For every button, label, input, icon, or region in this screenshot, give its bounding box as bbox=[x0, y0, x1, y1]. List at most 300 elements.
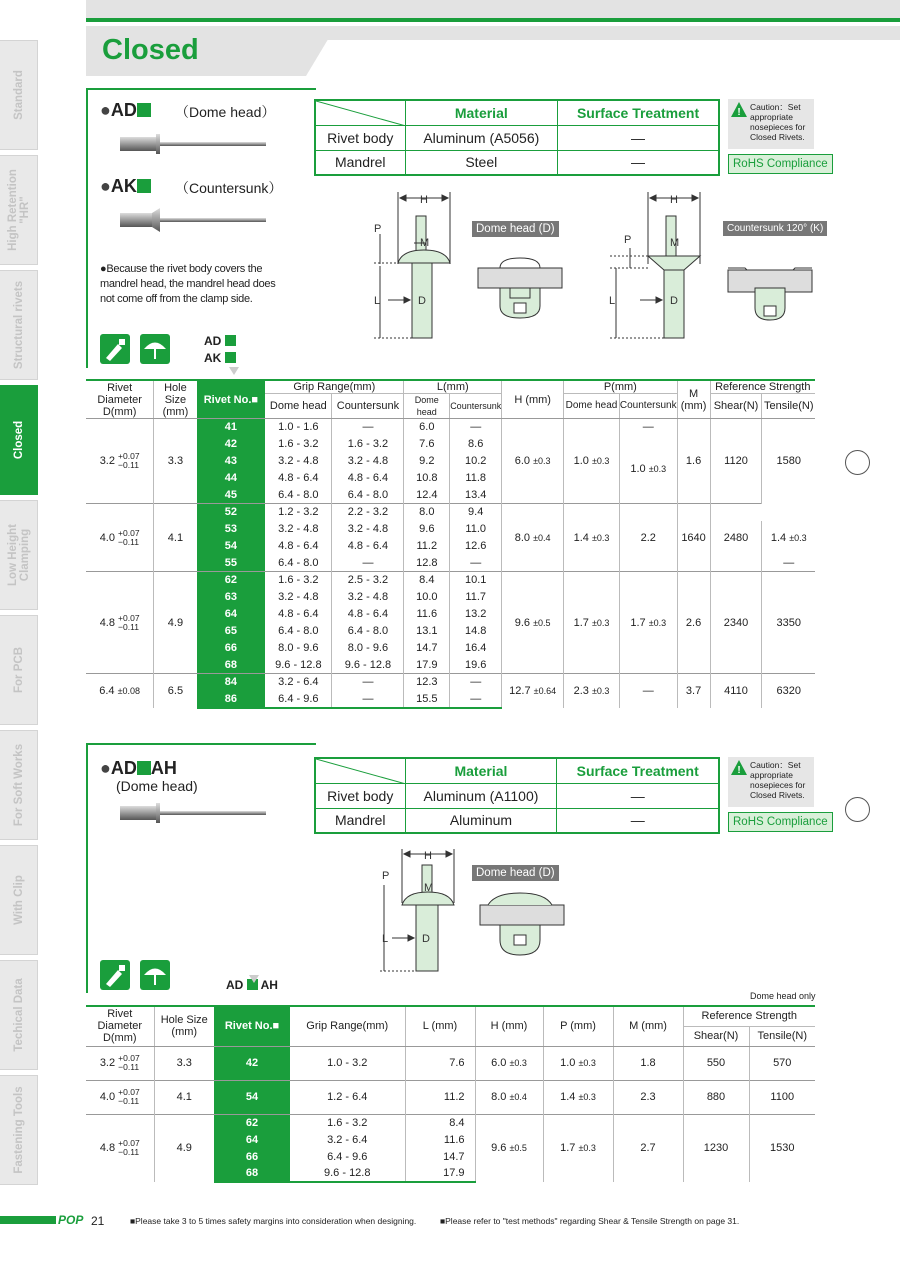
rivet-diagram-dome bbox=[350, 188, 580, 348]
grip-cs-cell: 2.2 - 3.2 bbox=[332, 504, 404, 521]
rivet-no-cell: 66 bbox=[214, 1148, 290, 1165]
l-cs-cell: 16.4 bbox=[450, 640, 502, 657]
svg-text:M: M bbox=[420, 237, 430, 249]
dome-only-note: Dome head only bbox=[750, 991, 816, 1001]
l-dome-cell: 14.7 bbox=[404, 640, 450, 657]
material-table bbox=[314, 99, 720, 176]
col-shear: Shear(N) bbox=[710, 394, 762, 419]
svg-text:D: D bbox=[418, 295, 426, 307]
rivet-no-cell: 44 bbox=[197, 470, 266, 487]
footer-note-2: ■Please refer to "test methods" regarding Shear & Tensile Strength on page 31. bbox=[440, 1216, 740, 1226]
l-dome-cell: 11.2 bbox=[404, 538, 450, 555]
svg-text:L: L bbox=[609, 295, 616, 307]
tab-label: Closed bbox=[12, 420, 25, 460]
icon-code-label: AD bbox=[226, 978, 244, 992]
diameter-cell bbox=[86, 419, 154, 504]
grip-cell: 6.4 - 9.6 bbox=[327, 1150, 368, 1163]
l-cs-cell: — bbox=[450, 674, 502, 691]
tab-label: Techical Data bbox=[12, 978, 25, 1052]
l-dome-cell: 12.8 bbox=[404, 555, 450, 572]
rivet-no-cell: 54 bbox=[214, 1080, 290, 1114]
l-cs-cell: 10.1 bbox=[450, 572, 502, 589]
rivet-no-cell: 41 bbox=[197, 419, 266, 436]
rivet-no-cell: 66 bbox=[197, 640, 266, 657]
rivet-adah-image bbox=[118, 802, 268, 824]
l-dome-cell: 12.4 bbox=[404, 487, 450, 504]
diag-cell bbox=[315, 100, 405, 125]
section2-rule-v bbox=[86, 743, 88, 993]
tensile-cell: 3350 bbox=[762, 572, 815, 674]
col-rivet-no: Rivet No.■ bbox=[197, 380, 266, 419]
h-cell bbox=[502, 572, 564, 674]
hole-cell: 3.3 bbox=[154, 419, 197, 504]
p-cell-tol: ±0.3 bbox=[578, 1058, 596, 1068]
part-label: Mandrel bbox=[315, 150, 405, 175]
ad-code: AD bbox=[110, 100, 137, 120]
p-cs-cell-value: 1.7 bbox=[630, 616, 646, 629]
rivet-ak-image bbox=[118, 208, 268, 232]
h-cell-tol: ±0.4 bbox=[533, 532, 551, 543]
l-dome-cell: 8.4 bbox=[404, 572, 450, 589]
part-label: Rivet body bbox=[315, 125, 405, 150]
grip-dome-cell: 4.8 - 6.4 bbox=[278, 608, 319, 620]
tol-upper: +0.07 bbox=[118, 612, 140, 623]
l-dome-cell: 17.9 bbox=[404, 657, 450, 674]
l-dome-cell: 8.0 bbox=[404, 504, 450, 521]
l-cell: 8.4 bbox=[405, 1114, 475, 1131]
h-cell-value: 8.0 bbox=[514, 531, 531, 544]
h-cell-tol: ±0.3 bbox=[509, 1058, 527, 1068]
grip-cs-cell: 3.2 - 4.8 bbox=[332, 589, 404, 606]
variant-square bbox=[137, 179, 151, 193]
l-cs-cell: 14.8 bbox=[450, 623, 502, 640]
col-diameter: Rivet Diameter D(mm) bbox=[86, 380, 154, 419]
diameter-value: 4.8 bbox=[99, 1142, 116, 1155]
tensile-cell: 2480 bbox=[710, 504, 762, 572]
binder-hole bbox=[845, 797, 870, 822]
col-ref: Reference Strength bbox=[683, 1006, 815, 1026]
l-dome-cell: 9.6 bbox=[404, 521, 450, 538]
rohs-badge: RoHS Compliance bbox=[728, 812, 833, 832]
diameter-tol bbox=[118, 529, 140, 547]
col-material: Material bbox=[405, 758, 557, 783]
grip-cs-cell: — bbox=[332, 419, 404, 436]
diameter-value: 4.0 bbox=[99, 531, 115, 544]
p-cs-cell bbox=[619, 674, 677, 708]
material-value: Aluminum (A1100) bbox=[405, 783, 557, 808]
material-value: Aluminum bbox=[405, 808, 557, 833]
l-dome-cell: 10.8 bbox=[404, 470, 450, 487]
l-cell: 17.9 bbox=[405, 1165, 475, 1182]
grip-cs-cell: 8.0 - 9.6 bbox=[332, 640, 404, 657]
rivet-no-cell: 84 bbox=[197, 674, 266, 691]
l-cs-cell: — bbox=[450, 419, 502, 436]
diameter-cell bbox=[86, 674, 154, 708]
variant-square bbox=[225, 352, 236, 363]
grip-cell: 9.6 - 12.8 bbox=[290, 1165, 405, 1182]
diag-cell bbox=[315, 758, 405, 783]
tab-soft-works[interactable] bbox=[0, 730, 38, 840]
grip-dome-cell: 3.2 - 4.8 bbox=[278, 455, 319, 467]
tab-technical-data[interactable] bbox=[0, 960, 38, 1070]
countersunk-label: Countersunk 120° (K) bbox=[723, 221, 827, 236]
tab-label: Standard bbox=[12, 70, 25, 120]
tab-label: Low Height Clamping bbox=[6, 524, 31, 586]
p-cell bbox=[543, 1080, 613, 1114]
caution-box bbox=[728, 99, 814, 149]
svg-text:P: P bbox=[382, 870, 390, 882]
rivet-ad-image bbox=[118, 133, 268, 155]
l-cell: 14.7 bbox=[405, 1148, 475, 1165]
tab-label: High Retention "HR" bbox=[6, 169, 31, 251]
grip-dome-cell: 3.2 - 4.8 bbox=[278, 591, 319, 603]
h-cell-tol: ±0.5 bbox=[509, 1143, 527, 1154]
p-dome-cell-tol: ±0.3 bbox=[591, 456, 610, 466]
diameter-value: 3.2 bbox=[99, 454, 115, 467]
shear-cell: 880 bbox=[683, 1080, 749, 1114]
svg-text:P: P bbox=[624, 234, 632, 246]
diameter-cell bbox=[86, 504, 154, 572]
rivet-no-cell: 62 bbox=[197, 572, 266, 589]
p-dome-cell-value: 1.7 bbox=[573, 616, 589, 629]
surface-value: — bbox=[557, 808, 719, 833]
pointer-triangle bbox=[249, 975, 259, 983]
l-cs-cell: 13.2 bbox=[450, 606, 502, 623]
col-grip-dome: Dome head bbox=[265, 394, 332, 419]
shear-cell: 550 bbox=[683, 1046, 749, 1080]
table-row bbox=[86, 1114, 815, 1131]
grip-cs-cell: 3.2 - 4.8 bbox=[332, 521, 404, 538]
m-cell: 1.8 bbox=[613, 1046, 683, 1080]
svg-text:H: H bbox=[670, 194, 678, 206]
col-hole: Hole Size (mm) bbox=[154, 380, 197, 419]
diameter-cell bbox=[86, 1114, 154, 1182]
col-l: L(mm) bbox=[404, 380, 502, 394]
dome-head-label: Dome head (D) bbox=[472, 865, 559, 881]
h-cell-value: 6.0 bbox=[514, 455, 531, 467]
svg-text:P: P bbox=[374, 223, 382, 235]
grip-cs-cell: — bbox=[332, 674, 404, 691]
h-cell-tol: ±0.3 bbox=[533, 456, 551, 466]
col-grip-cs: Countersunk bbox=[332, 394, 404, 419]
icon-code-ad bbox=[204, 334, 236, 348]
ad-heading: ●AD bbox=[100, 100, 151, 121]
spec-table-adah bbox=[86, 1005, 815, 1183]
col-grip: Grip Range(mm) bbox=[265, 380, 404, 394]
grip-dome-cell: 1.0 - 1.6 bbox=[265, 419, 332, 436]
l-cs-cell: 12.6 bbox=[450, 538, 502, 555]
hole-cell: 6.5 bbox=[154, 674, 197, 708]
l-dome-cell: 11.6 bbox=[404, 606, 450, 623]
m-cell: 2.2 bbox=[619, 504, 677, 572]
grip-cs-cell: 4.8 - 6.4 bbox=[332, 606, 404, 623]
l-cs-cell: 11.7 bbox=[450, 589, 502, 606]
col-l-cs: Countersunk bbox=[450, 394, 502, 419]
tab-label: Fastening Tools bbox=[12, 1086, 25, 1174]
h-cell bbox=[502, 419, 564, 504]
footer-note-1: ■Please take 3 to 5 times safety margins into consideration when designing. bbox=[130, 1216, 417, 1226]
p-dome-cell-value: 1.0 bbox=[573, 455, 589, 467]
shear-cell: 1230 bbox=[683, 1114, 749, 1182]
part-label: Rivet body bbox=[315, 783, 405, 808]
grip-dome-cell: 6.4 - 9.6 bbox=[265, 691, 332, 708]
warning-icon bbox=[731, 102, 747, 117]
l-cs-cell: 8.6 bbox=[450, 436, 502, 453]
tol-lower: −0.11 bbox=[118, 621, 139, 632]
tab-with-clip[interactable] bbox=[0, 845, 38, 955]
grip-cs-cell: — bbox=[332, 691, 404, 708]
grip-dome-cell: 1.6 - 3.2 bbox=[265, 572, 332, 589]
l-cs-cell: — bbox=[450, 555, 502, 572]
shear-cell: 1120 bbox=[710, 419, 762, 504]
p-dome-cell bbox=[564, 572, 620, 674]
hole-cell: 4.9 bbox=[154, 572, 197, 674]
l-cs-cell: 10.2 bbox=[450, 453, 502, 470]
rivet-no-cell: 64 bbox=[197, 606, 266, 623]
svg-text:L: L bbox=[382, 933, 389, 945]
grip-cell: 1.6 - 3.2 bbox=[290, 1114, 405, 1131]
l-dome-cell: 10.0 bbox=[404, 589, 450, 606]
rivet-no-cell: 52 bbox=[197, 504, 266, 521]
p-dome-cell bbox=[564, 504, 620, 572]
m-cell: 3.7 bbox=[677, 674, 710, 708]
rivet-no-cell: 64 bbox=[214, 1131, 290, 1148]
umbrella-icon bbox=[140, 960, 170, 990]
diameter-value: 4.0 bbox=[99, 1090, 116, 1103]
tab-structural[interactable] bbox=[0, 270, 38, 380]
p-cs-note-cell: — bbox=[619, 419, 677, 436]
col-surface: Surface Treatment bbox=[557, 758, 719, 783]
l-cell: 11.2 bbox=[405, 1080, 475, 1114]
page-title: Closed bbox=[102, 34, 199, 66]
table-row bbox=[86, 674, 815, 691]
ak-heading: ●AK bbox=[100, 176, 151, 197]
tab-standard[interactable] bbox=[0, 40, 38, 150]
shear-cell: 4110 bbox=[710, 674, 762, 708]
tensile-cell: 1100 bbox=[749, 1080, 815, 1114]
diameter-cell bbox=[86, 572, 154, 674]
adah-desc: (Dome head) bbox=[116, 778, 198, 794]
tab-pcb[interactable] bbox=[0, 615, 38, 725]
title-banner-right bbox=[318, 26, 900, 40]
grip-dome-cell: 4.8 - 6.4 bbox=[278, 540, 319, 552]
hole-cell: 4.1 bbox=[154, 504, 197, 572]
section1-rule bbox=[86, 88, 316, 90]
l-cs-cell: 11.8 bbox=[450, 470, 502, 487]
icon-code-label: AD bbox=[204, 334, 222, 348]
surface-value: — bbox=[558, 125, 719, 150]
grip-cs-cell: — bbox=[332, 555, 404, 572]
p-dome-cell bbox=[564, 419, 620, 504]
h-cell bbox=[475, 1080, 543, 1114]
tab-label: For Soft Works bbox=[12, 743, 25, 827]
hole-cell: 3.3 bbox=[154, 1046, 214, 1080]
col-tensile: Tensile(N) bbox=[749, 1026, 815, 1046]
tol-lower: −0.11 bbox=[118, 536, 139, 547]
table-row bbox=[86, 419, 815, 436]
h-cell-tol: ±0.5 bbox=[533, 617, 551, 628]
l-dome-cell: 6.0 bbox=[404, 419, 450, 436]
rivet-no-cell: 42 bbox=[197, 436, 266, 453]
l-cs-cell: 19.6 bbox=[450, 657, 502, 674]
rivet-no-cell: 43 bbox=[197, 453, 266, 470]
shear-cell: 1640 bbox=[677, 504, 710, 572]
col-rivet-no: Rivet No.■ bbox=[214, 1006, 290, 1046]
ad-desc: （Dome head） bbox=[175, 104, 276, 120]
surface-value: — bbox=[558, 150, 719, 175]
grip-cs-cell: 3.2 - 4.8 bbox=[332, 453, 404, 470]
seal-icon bbox=[100, 960, 130, 990]
tab-high-retention[interactable] bbox=[0, 155, 38, 265]
h-cell bbox=[475, 1114, 543, 1182]
rivet-no-cell: 86 bbox=[197, 691, 266, 708]
col-shear: Shear(N) bbox=[683, 1026, 749, 1046]
col-p-dome: Dome head bbox=[564, 394, 620, 419]
caution-text: Caution：Set appropriate nosepieces for Closed Rivets. bbox=[750, 760, 806, 800]
svg-text:D: D bbox=[670, 295, 678, 307]
grip-dome-cell: 3.2 - 6.4 bbox=[265, 674, 332, 691]
diameter-value: 4.8 bbox=[99, 616, 115, 629]
tensile-cell: 6320 bbox=[762, 674, 815, 708]
col-h: H (mm) bbox=[475, 1006, 543, 1046]
l-dome-cell: 9.2 bbox=[404, 453, 450, 470]
l-cell: 7.6 bbox=[405, 1046, 475, 1080]
binder-hole bbox=[845, 450, 870, 475]
hole-cell: 4.9 bbox=[154, 1114, 214, 1182]
rivet-no-cell: 54 bbox=[197, 538, 266, 555]
p-dome-cell bbox=[564, 674, 620, 708]
m-cell: 2.3 bbox=[613, 1080, 683, 1114]
m-cell: 1.6 bbox=[677, 419, 710, 504]
svg-text:L: L bbox=[374, 295, 381, 307]
p-cell-value: 1.0 bbox=[560, 1057, 576, 1069]
col-tensile: Tensile(N) bbox=[762, 394, 815, 419]
p-dome-cell-value: 1.4 bbox=[573, 531, 589, 544]
caution-text: Caution：Set appropriate nosepieces for Closed Rivets. bbox=[750, 102, 806, 142]
icon-code-label: AH bbox=[260, 978, 278, 992]
grip-dome-cell: 4.8 - 6.4 bbox=[278, 472, 319, 484]
grip-dome-cell: 1.2 - 3.2 bbox=[265, 504, 332, 521]
col-p: P (mm) bbox=[543, 1006, 613, 1046]
grip-cs-cell: 6.4 - 8.0 bbox=[332, 487, 404, 504]
surface-value: — bbox=[557, 783, 719, 808]
caution-box bbox=[728, 757, 814, 807]
p-dome-cell-tol: ±0.3 bbox=[591, 617, 610, 628]
p-dome-cell-tol: ±0.3 bbox=[591, 532, 610, 543]
svg-text:H: H bbox=[420, 194, 428, 206]
p-cs-cell-value: 1.4 bbox=[770, 531, 787, 544]
h-cell-value: 6.0 bbox=[491, 1057, 507, 1069]
ak-desc: （Countersunk） bbox=[175, 180, 283, 196]
material-table bbox=[314, 757, 720, 834]
p-cs-cell-tol: ±0.3 bbox=[789, 532, 807, 543]
part-label: Mandrel bbox=[315, 808, 405, 833]
svg-text:M: M bbox=[670, 237, 680, 249]
grip-dome-cell: 1.6 - 3.2 bbox=[278, 438, 319, 450]
tab-low-height[interactable] bbox=[0, 500, 38, 610]
h-cell-value: 9.6 bbox=[491, 1142, 507, 1155]
l-cs-cell: 13.4 bbox=[450, 487, 502, 504]
rivet-no-cell: 42 bbox=[214, 1046, 290, 1080]
h-cell bbox=[475, 1046, 543, 1080]
col-l: L (mm) bbox=[405, 1006, 475, 1046]
col-m: M (mm) bbox=[613, 1006, 683, 1046]
col-hole: Hole Size (mm) bbox=[154, 1006, 214, 1046]
m-cell: 2.6 bbox=[677, 572, 710, 674]
grip-cell: 1.2 - 6.4 bbox=[290, 1080, 405, 1114]
pointer-triangle bbox=[229, 367, 239, 375]
h-cell-tol: ±0.4 bbox=[509, 1092, 527, 1102]
tab-label: With Clip bbox=[12, 875, 25, 925]
variant-square bbox=[137, 761, 151, 775]
col-material: Material bbox=[405, 100, 558, 125]
tol-upper: +0.07 bbox=[118, 1053, 140, 1063]
rivet-no-cell: 65 bbox=[197, 623, 266, 640]
p-cs-cell bbox=[619, 436, 677, 504]
h-cell-value: 8.0 bbox=[491, 1091, 507, 1103]
tab-closed[interactable] bbox=[0, 385, 38, 495]
p-cell-value: 1.4 bbox=[560, 1091, 576, 1103]
p-cs-cell-value: — bbox=[642, 684, 654, 697]
col-h: H (mm) bbox=[502, 380, 564, 419]
section2-rule bbox=[86, 743, 316, 745]
rivet-no-cell: 45 bbox=[197, 487, 266, 504]
icon-code-label: AK bbox=[204, 351, 222, 365]
svg-text:!: ! bbox=[737, 765, 741, 775]
table-row bbox=[86, 572, 815, 589]
l-cs-cell: — bbox=[450, 691, 502, 708]
ak-code: AK bbox=[110, 176, 137, 196]
col-diameter: Rivet Diameter D(mm) bbox=[86, 1006, 154, 1046]
table-row bbox=[86, 1046, 815, 1080]
tol-lower: −0.11 bbox=[118, 1096, 140, 1106]
diameter-tol: ±0.08 bbox=[117, 685, 141, 696]
l-dome-cell: 7.6 bbox=[404, 436, 450, 453]
hole-cell: 4.1 bbox=[154, 1080, 214, 1114]
variant-square bbox=[137, 103, 151, 117]
diameter-tol bbox=[118, 1139, 140, 1157]
adah-heading: ●AD AH bbox=[100, 758, 177, 778]
tol-upper: +0.07 bbox=[118, 1138, 140, 1149]
grip-cs-cell: 4.8 - 6.4 bbox=[332, 538, 404, 555]
rivet-no-cell: 68 bbox=[197, 657, 266, 674]
svg-text:M: M bbox=[424, 882, 434, 894]
svg-text:D: D bbox=[422, 933, 430, 945]
grip-dome-cell: 9.6 - 12.8 bbox=[275, 658, 322, 671]
adah-code-b: AH bbox=[150, 758, 177, 778]
warning-icon bbox=[731, 760, 747, 775]
rivet-no-cell: 53 bbox=[197, 521, 266, 538]
diameter-cell bbox=[86, 1080, 154, 1114]
table-row bbox=[86, 1080, 815, 1114]
section1-rule-v bbox=[86, 88, 88, 368]
col-m: M (mm) bbox=[677, 380, 710, 419]
h-cell-value: 9.6 bbox=[514, 616, 531, 629]
page-number: 21 bbox=[91, 1214, 105, 1228]
p-cs-cell bbox=[619, 572, 677, 674]
tol-upper: +0.07 bbox=[118, 1087, 140, 1097]
p-dome-cell-tol: ±0.3 bbox=[591, 685, 610, 696]
grip-dome-cell: 6.4 - 8.0 bbox=[278, 556, 319, 569]
grip-dome-cell: 6.4 - 8.0 bbox=[278, 488, 319, 501]
p-cell bbox=[543, 1046, 613, 1080]
l-dome-cell: 13.1 bbox=[404, 623, 450, 640]
seal-icon bbox=[100, 334, 130, 364]
svg-text:H: H bbox=[424, 850, 432, 862]
col-ref: Reference Strength bbox=[710, 380, 815, 394]
tol-lower: −0.11 bbox=[118, 1147, 140, 1158]
tab-fastening-tools[interactable] bbox=[0, 1075, 38, 1185]
